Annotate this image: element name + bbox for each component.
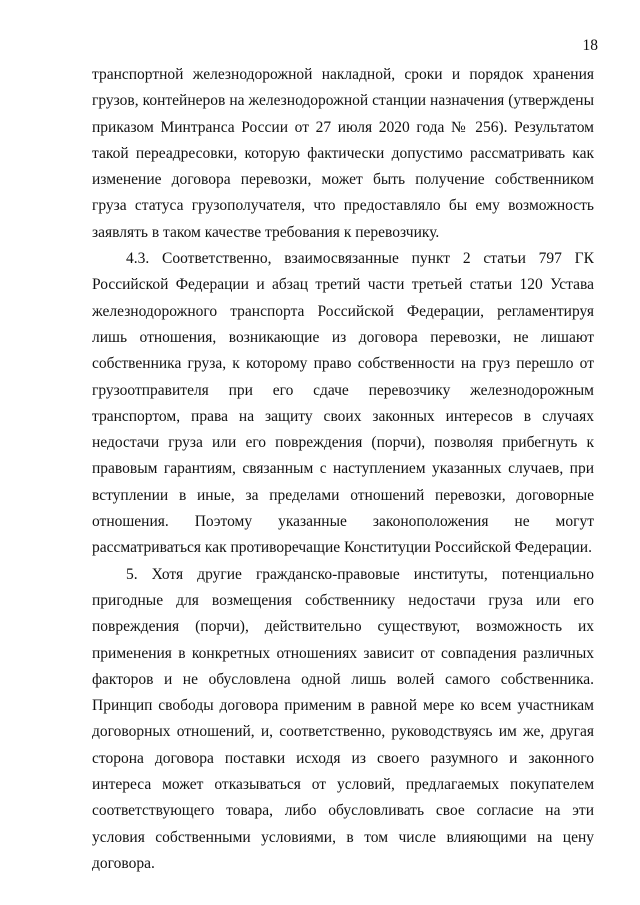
page-number: 18 — [582, 37, 598, 54]
paragraph-5: 5. Хотя другие гражданско-правовые институты, потенциально пригодные для возмещения собственнику недостачи груза или его повреждения (порчи), действительно существуют, возможность их применения в конкретных отношениях зависит от совпадения различных факторов и не обусловлена одной лишь волей самого собственника. Принцип свободы договора применим в равной мере ко всем участникам договорных отношений, и, соответственно, руководствуясь им же, другая сторона договора поставки исходя из своего разумного и законного интереса может отказываться от условий, предлагаемых покупателем соответствующего товара, либо обусловливать свое согласие на эти условия собственными условиями, в том числе влияющими на цену договора. — [92, 565, 594, 872]
paragraph-continuation: транспортной железнодорожной накладной, сроки и порядок хранения грузов, контейнеров на железнодорожной станции назначения (утверждены приказом Минтранса России от 27 июля 2020 года № 256). Результатом такой переадресовки, которую фактически допустимо рассматривать как изменение договора перевозки, может быть получение собственником груза статуса грузополучателя, что предоставляло бы ему возможность заявлять в таком качестве требования к перевозчику. — [92, 66, 594, 241]
paragraph-4-3: 4.3. Соответственно, взаимосвязанные пункт 2 статьи 797 ГК Российской Федерации и абзац третий части третьей статьи 120 Устава железнодорожного транспорта Российской Федерации, регламентируя лишь отношения, возникающие из договора перевозки, не лишают собственника груза, к которому право собственности на груз перешло от грузоотправителя при его сдаче перевозчику железнодорожным транспортом, права на защиту своих законных интересов в случаях недостачи груза или его повреждения (порчи), позволяя прибегнуть к правовым гарантиям, связанным с наступлением указанных случаев, при вступлении в иные, за пределами отношений перевозки, договорные отношения. Поэтому указанные законоположения не могут рассматриваться как противоречащие Конституции Российской Федерации. — [92, 250, 594, 557]
document-body — [92, 62, 594, 877]
